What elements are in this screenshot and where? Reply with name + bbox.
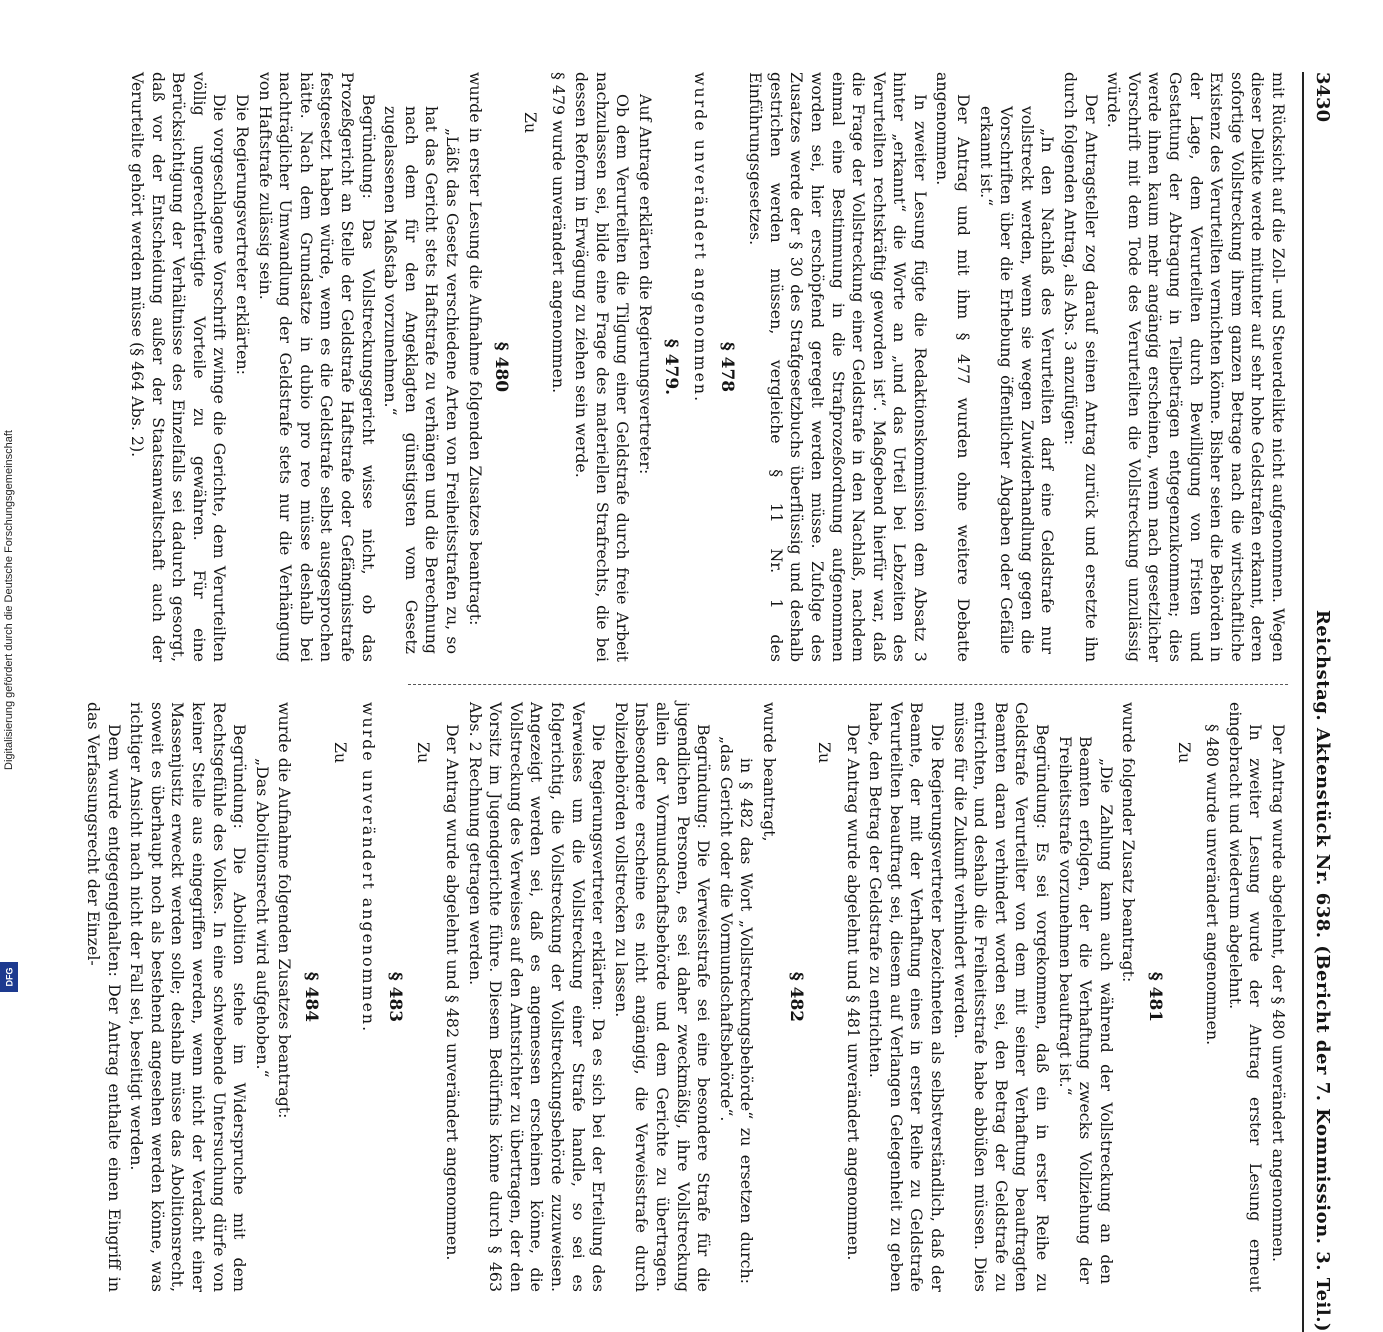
paragraph: Der Antrag wurde abgelehnt, der § 480 unverändert angenommen. <box>1269 724 1288 1262</box>
section-heading-481: § 481 <box>1145 971 1166 1023</box>
paragraph: Auf Antrage erklärten die Regierungsvertreter: <box>635 94 655 475</box>
paragraph: § 479 wurde unverändert angenommen. <box>549 72 569 394</box>
section-heading-484: § 484 <box>301 971 322 1023</box>
zu-label: Zu <box>330 742 350 764</box>
paragraph: § 480 wurde unverändert angenommen. <box>1203 724 1223 1046</box>
section-heading-479: § 479. <box>661 338 682 396</box>
quote: „In den Nachlaß des Verurteilten darf eine Geldstrafe nur vollstreckt werden, wenn sie wegen Zuwiderhandlung gegen die Vorschriften über die Erhebung öffentlicher Abgaben oder Gefälle erkannt ist.“ <box>976 106 1058 654</box>
page-number: 3430 <box>1312 72 1333 123</box>
page-title: Reichstag. Aktenstück Nr. 638. (Bericht der 7. Kommission. 3. Teil.) <box>1312 609 1333 1332</box>
paragraph: Die vorgeschlagene Vorschrift zwinge die Gerichte, dem Verurteilten völlig ungerechtfertigte Vorteile zu gewähren. Für eine Berücksichtigung der Verhältnisse des Einzelfalls sei dadurch gesorgt, daß vor der Entscheidung außer der Staatsanwaltschaft auch der Verurteilte gehört werden müsse (§ 464 Abs. 2). <box>128 72 230 662</box>
paragraph: wurde unverändert angenommen. <box>690 72 710 404</box>
paragraph: In zweiter Lesung wurde der Antrag erster Lesung erneut eingebracht und wiederum abgelehnt. <box>1225 702 1266 1292</box>
dfg-logo-text: DFG <box>4 967 14 987</box>
section-heading-480: § 480 <box>491 341 512 393</box>
paragraph: mit Rücksicht auf die Zoll- und Steuerdelikte nicht aufgenommen. Wegen dieser Delikte werde mitunter auf sehr hohe Geldstrafen erkannt, deren sofortige Vollstreckung ihrem ganzen Betrage nach die wirtschaftliche Existenz des Verurteilten vernichten könne. Bisher seien die Behörden in der Lage, dem Verurteilten durch Bewilligung von Fristen und Gestattung der Abtragung in Teilbeträgen entgegenzukommen; dies werde ihnen kaum mehr angängig erscheinen, wenn nach gesetzlicher Vorschrift mit dem Tode des Verurteilten die Vollstreckung unzulässig würde. <box>1104 72 1288 662</box>
section-heading-482: § 482 <box>785 971 806 1023</box>
left-column <box>125 72 1288 662</box>
section-heading-483: § 483 <box>384 971 405 1023</box>
dfg-logo <box>0 962 18 992</box>
column-divider <box>408 684 1288 685</box>
quote: „Die Zahlung kann auch während der Vollstreckung an den Beamten erfolgen, der die Verhaftung zwecks Vollziehung der Freiheitsstrafe vorzunehmen beauftragt ist.“ <box>1055 736 1116 1284</box>
paragraph: Der Antrag wurde abgelehnt und § 482 unverändert angenommen. <box>443 724 463 1261</box>
paragraph: Begründung: Das Vollstreckungsgericht wisse nicht, ob das Prozeßgericht an Stelle der Geldstrafe Haftstrafe oder Gefängnisstrafe festgesetzt haben würde, wenn es die Geldstrafe selbst ausgesprochen hätte. Nach dem Grundsatze in dubio pro reo müsse deshalb bei nachträglicher Umwandlung der Geldstrafe stets nur die Verhängung von Haftstrafe zulässig sein. <box>255 72 378 662</box>
paragraph: Die Regierungsvertreter erklärten: <box>233 94 253 375</box>
quote: in § 482 das Wort „Vollstreckungsbehörde“ zu ersetzen durch: „das Gericht oder die Vormundschaftsbehörde“. <box>716 736 757 1284</box>
quote: „Das Abolitionsrecht wird aufgehoben.“ <box>252 758 272 1078</box>
paragraph: Der Antrag wurde abgelehnt und § 481 unverändert angenommen. <box>843 724 863 1261</box>
section-heading-478: § 478 <box>716 341 737 393</box>
paragraph: Begründung: Die Abolition stehe im Widerspruche mit dem Rechtsgefühle des Volkes. In eine schwebende Untersuchung dürfe von keiner Stelle aus eingegriffen werden, wenn nicht der Verdacht einer Massenjustiz erweckt werden solle; deshalb müsse das Abolitionsrecht, soweit es überhaupt noch als bestehend angesehen werden könne, was richtiger Ansicht nach nicht der Fall sei, beseitigt werden. <box>127 702 250 1292</box>
paragraph: Begründung: Die Verweisstrafe sei eine besondere Strafe für die jugendlichen Personen, es sei daher zweckmäßig, ihre Vollstreckung allein der Vormundschaftsbehörde und dem Gerichte zu übertragen. Insbesondere erscheine es nicht angängig, die Verweisstrafe durch Polizeibehörden vollstrecken zu lassen. <box>611 702 714 1292</box>
quote: „Läßt das Gesetz verschiedene Arten von Freiheitsstrafen zu, so hat das Gericht stets Haftstrafe zu verhängen und die Berechnung nach dem für den Angeklagten günstigsten vom Gesetz zugelassenen Maßstab vorzunehmen.“ <box>381 106 463 654</box>
paragraph: Der Antrag und mit ihm § 477 wurden ohne weitere Debatte angenommen. <box>933 72 974 662</box>
zu-label: Zu <box>520 112 540 134</box>
paragraph: Begründung: Es sei vorgekommen, daß ein in erster Reihe zu Geldstrafe Verurteilter von dem mit seiner Verhaftung beauftragten Beamten daran verhindert worden sei, den Betrag der Geldstrafe zu entrichten, und deshalb die Freiheitsstrafe habe abbüßen müssen. Dies müsse für die Zukunft verhindert werden. <box>950 702 1053 1292</box>
zu-label: Zu <box>1174 742 1194 764</box>
paragraph: wurde unverändert angenommen. <box>359 702 379 1034</box>
paragraph: Die Regierungsvertreter bezeichneten als selbstverständlich, daß der Beamte, der mit der Verhaftung eines in erster Reihe zu Geldstrafe Verurteilten beauftragt sei, diesem auf Verlangen Gelegenheit zu geben habe, den Betrag der Geldstrafe zu entrichten. <box>866 702 948 1292</box>
zu-label: Zu <box>414 742 434 764</box>
right-column <box>81 702 1288 1292</box>
paragraph: wurde in erster Lesung die Aufnahme folgenden Zusatzes beantragt: <box>465 72 485 626</box>
paragraph: wurde folgender Zusatz beantragt: <box>1119 702 1139 983</box>
paragraph: wurde beantragt, <box>759 702 779 842</box>
paragraph: Der Antragsteller zog darauf seinen Antrag zurück und ersetzte ihn durch folgenden Antrag, als Abs. 3 anzufügen: <box>1061 72 1101 662</box>
attribution-text: Digitalisierung gefördert durch die Deutsche Forschungsgemeinschaft <box>3 430 15 770</box>
paragraph: wurde die Aufnahme folgenden Zusatzes beantragt: <box>275 702 295 1119</box>
paragraph: Dem wurde entgegengehalten: Der Antrag enthalte einen Eingriff in das Verfassungsrecht der Einzel- <box>84 702 124 1292</box>
zu-label: Zu <box>815 742 835 764</box>
paragraph: In zweiter Lesung fügte die Redaktionskommission dem Absatz 3 hinter „erkannt“ die Worte an „und das Urteil bei Lebzeiten des Verurteilten rechtskräftig geworden ist“. Maßgebend hierfür war, daß die Frage der Vollstreckung einer Geldstrafe in den Nachlaß, nachdem einmal eine Bestimmung in die Strafprozeßordnung aufgenommen worden sei, hier erschöpfend geregelt werden müsse. Zufolge des Zusatzes werde der § 30 des Strafgesetzbuchs überflüssig und deshalb gestrichen werden müssen, vergleiche § 11 Nr. 1 des Einführungsgesetzes. <box>746 72 930 662</box>
paragraph: Die Regierungsvertreter erklärten: Da es sich bei der Erteilung des Verweises um die Vollstreckung einer Strafe handle, so sei es folgerichtig, die Vollstreckung der Vollstreckungsbehörde zuzuweisen. Angezeigt werden sei, daß es angemessen erscheinen könne, die Vollstreckung des Verweises auf den Amtsrichter zu übertragen, der den Vorsitz im Jugendgerichte führe. Diesem Bedürfnis könne durch § 463 Abs. 2 Rechnung getragen werden. <box>465 702 609 1292</box>
page-header <box>1302 72 1332 1332</box>
document-page <box>72 72 1333 1332</box>
sidebar <box>0 0 18 1000</box>
paragraph: Ob dem Verurteilten die Tilgung einer Geldstrafe durch freie Arbeit nachzulassen sei, bilde eine Frage des materiellen Strafrechts, die bei dessen Reform in Erwägung zu ziehen sein werde. <box>572 72 633 662</box>
